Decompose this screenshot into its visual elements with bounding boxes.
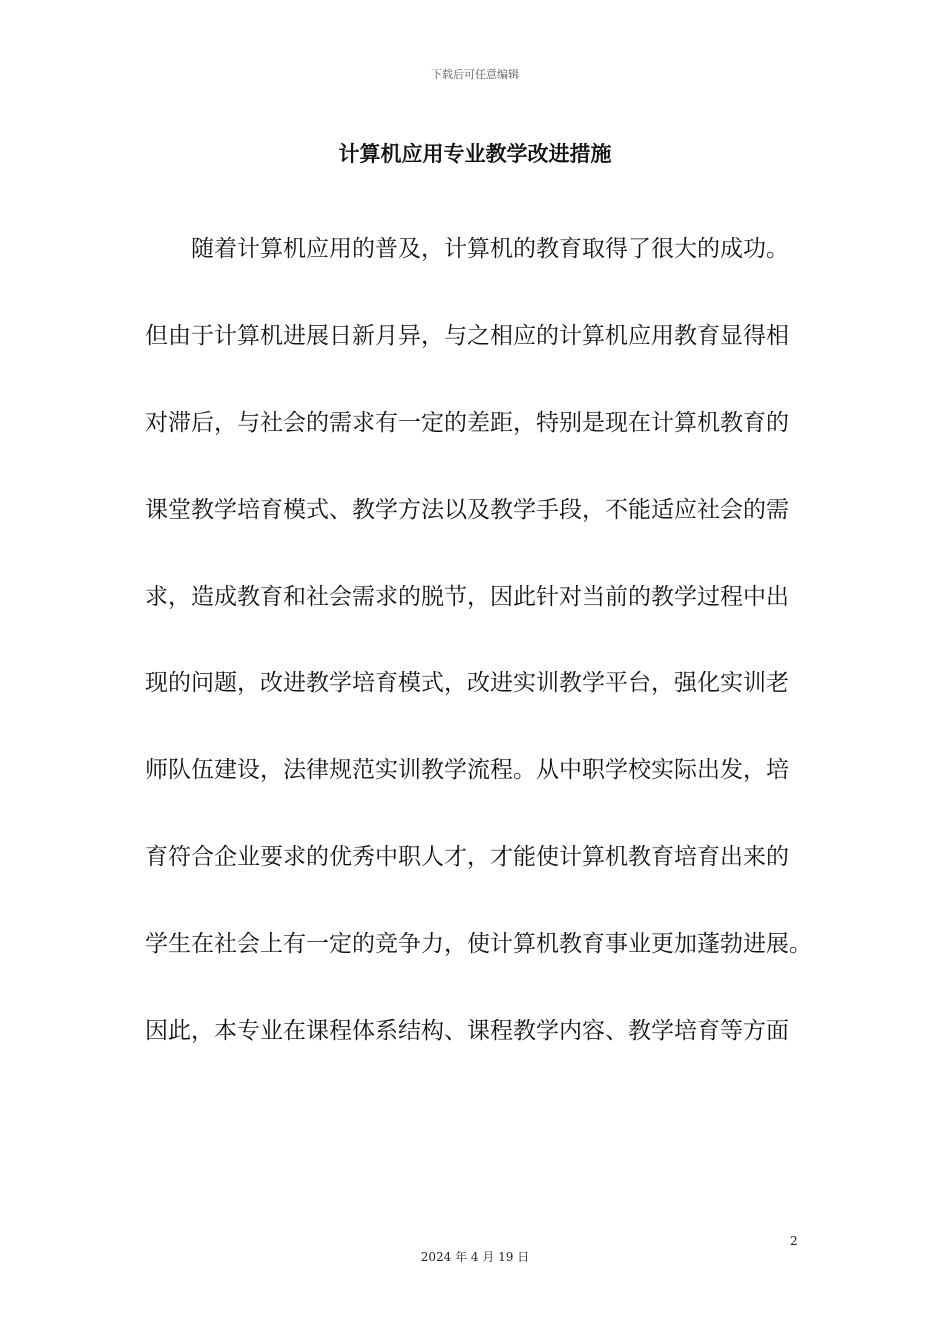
body-line: 学生在社会上有一定的竞争力，使计算机教育事业更加蓬勃进展。	[145, 931, 812, 958]
body-line: 对滞后，与社会的需求有一定的差距，特别是现在计算机教育的	[145, 409, 789, 436]
header-note: 下载后可任意编辑	[431, 68, 519, 81]
body-line: 因此，本专业在课程体系结构、课程教学内容、教学培育等方面	[145, 1018, 789, 1045]
body-paragraph	[145, 230, 812, 1099]
body-line: 现的问题，改进教学培育模式，改进实训教学平台，强化实训老	[145, 670, 789, 697]
body-line: 但由于计算机进展日新月异，与之相应的计算机应用教育显得相	[145, 322, 789, 349]
body-line: 随着计算机应用的普及，计算机的教育取得了很大的成功。	[191, 236, 789, 262]
document-title: 计算机应用专业教学改进措施	[338, 142, 612, 166]
body-line: 育符合企业要求的优秀中职人才，才能使计算机教育培育出来的	[145, 844, 789, 871]
page-number: 2	[790, 1234, 798, 1248]
footer-date: 2024 年 4 月 19 日	[420, 1250, 530, 1264]
body-line: 求，造成教育和社会需求的脱节，因此针对当前的教学过程中出	[145, 583, 789, 610]
body-line: 师队伍建设，法律规范实训教学流程。从中职学校实际出发，培	[145, 757, 789, 784]
body-line: 课堂教学培育模式、教学方法以及教学手段，不能适应社会的需	[145, 496, 789, 523]
